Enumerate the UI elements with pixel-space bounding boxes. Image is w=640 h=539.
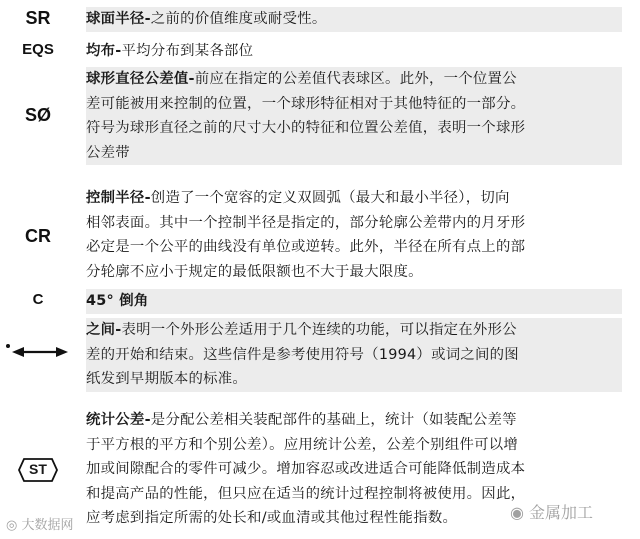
watermark-right-text: 金属加工 bbox=[529, 503, 594, 522]
entry-cr-text bbox=[86, 186, 622, 284]
term-cr: 控制半径- bbox=[86, 190, 151, 206]
desc-between-1: 差的开始和结束。这些信件是参考使用符号（1994）或词之间的图 bbox=[86, 346, 519, 363]
desc-statistical-3: 和提高产品的性能，但只应在适当的统计过程控制将被使用。因此， bbox=[86, 485, 526, 502]
desc-cr-1: 相邻表面。其中一个控制半径是指定的，部分轮廓公差带内的月牙形 bbox=[86, 214, 526, 231]
desc-cr-3: 分轮廓不应小于规定的最低限额也不大于最大限度。 bbox=[86, 263, 423, 280]
term-between: 之间- bbox=[86, 322, 122, 338]
desc-sdia-2: 符号为球形直径之前的尺寸大小的特征和位置公差值，表明一个球形 bbox=[86, 120, 526, 137]
entry-cr bbox=[0, 186, 640, 286]
entry-sdia-text bbox=[86, 67, 622, 165]
symbol-chamfer: C bbox=[32, 291, 44, 308]
desc-eqs: 平均分布到某各部位 bbox=[121, 43, 254, 59]
desc-cr-0: 创造了一个宽容的定义双圆弧（最大和最小半径），切向 bbox=[150, 190, 510, 206]
line-sdia-0 bbox=[86, 67, 622, 92]
watermark-left bbox=[6, 514, 74, 533]
entry-sr bbox=[0, 6, 640, 34]
desc-statistical-0: 是分配公差相关装配部件的基础上，统计（如装配公差等 bbox=[150, 412, 517, 428]
desc-statistical-1: 于平方根的平方和个别公差）。应用统计公差，公差个别组件可以增 bbox=[86, 436, 519, 453]
entry-between bbox=[0, 318, 640, 394]
line-cr-0 bbox=[86, 186, 622, 211]
between-arrow-icon bbox=[0, 340, 76, 364]
term-sr: 球面半径- bbox=[86, 11, 151, 27]
weibo-icon: ◎ bbox=[6, 518, 22, 533]
line-between-0 bbox=[86, 318, 622, 343]
term-eqs: 均布- bbox=[86, 43, 122, 59]
symbol-sdia: SØ bbox=[24, 105, 51, 125]
desc-sdia-0: 前应在指定的公差值代表球区。此外，一个位置公 bbox=[194, 71, 517, 87]
desc-cr-2: 必定是一个公平的曲线没有单位或逆转。此外，半径在所有点上的部 bbox=[86, 239, 526, 256]
entry-between-text bbox=[86, 318, 622, 392]
desc-sdia-1: 差可能被用来控制的位置，一个球形特征相对于其他特征的一部分。 bbox=[86, 95, 526, 112]
desc-statistical-4: 应考虑到指定所需的处长和/或血清或其他过程性能指数。 bbox=[86, 510, 458, 527]
wechat-icon: ◉ bbox=[510, 503, 530, 522]
desc-between-0: 表明一个外形公差适用于几个连续的功能，可以指定在外形公 bbox=[121, 322, 517, 338]
term-chamfer: 45° 倒角 bbox=[86, 293, 149, 309]
symbol-eqs: EQS bbox=[22, 41, 54, 58]
watermark-left-text: 大数据网 bbox=[21, 518, 74, 533]
entry-eqs-text bbox=[86, 39, 622, 64]
desc-sr: 之前的价值维度或耐受性。 bbox=[150, 11, 327, 27]
symbol-cr: CR bbox=[25, 226, 51, 246]
entry-chamfer-text bbox=[86, 289, 622, 314]
entry-chamfer bbox=[0, 289, 640, 317]
watermark-right bbox=[510, 500, 593, 523]
term-sdia: 球形直径公差值- bbox=[86, 71, 195, 87]
entry-sdia bbox=[0, 67, 640, 167]
symbol-statistical: ST bbox=[29, 461, 47, 477]
desc-between-2: 纸发到早期版本的标准。 bbox=[86, 371, 248, 388]
term-statistical: 统计公差- bbox=[86, 412, 151, 428]
desc-statistical-2: 加或间隙配合的零件可减少。增加容忍或改进适合可能降低制造成本 bbox=[86, 461, 526, 478]
statistical-tolerance-icon bbox=[18, 458, 58, 482]
symbol-sr: SR bbox=[25, 8, 51, 28]
entry-eqs bbox=[0, 38, 640, 66]
entry-sr-text bbox=[86, 7, 622, 32]
line-statistical-0 bbox=[86, 408, 622, 433]
desc-sdia-3: 公差带 bbox=[86, 144, 130, 161]
